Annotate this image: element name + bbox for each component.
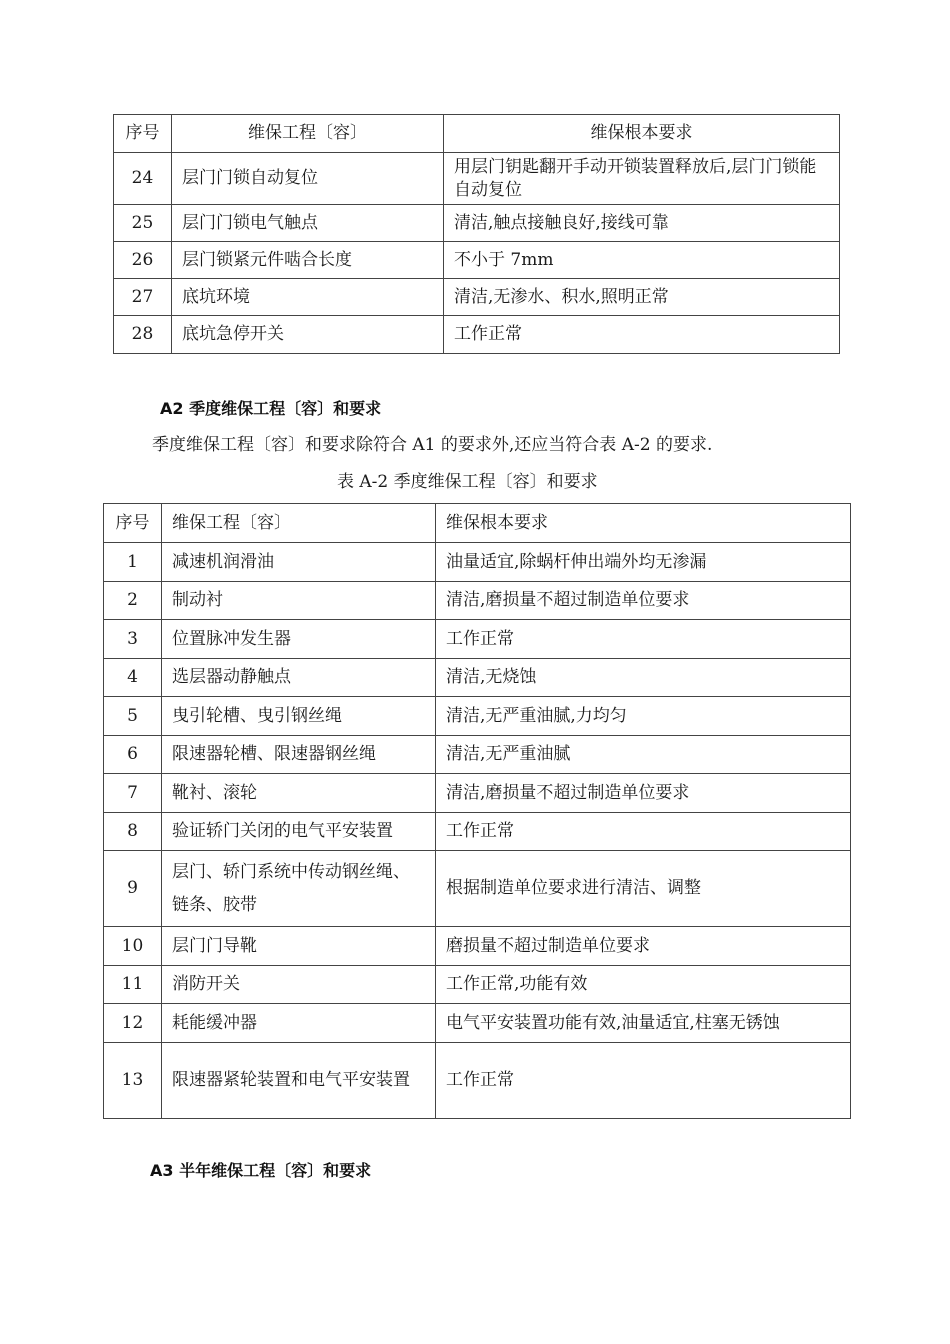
header-req: 维保根本要求 bbox=[436, 504, 851, 543]
row-no: 7 bbox=[104, 774, 162, 813]
row-item: 底坑环境 bbox=[172, 279, 444, 316]
table-header-row bbox=[114, 115, 840, 153]
row-no: 1 bbox=[104, 543, 162, 582]
table-row bbox=[104, 813, 851, 851]
row-req: 不小于 7mm bbox=[444, 242, 840, 279]
table-row bbox=[104, 736, 851, 774]
row-no: 25 bbox=[114, 205, 172, 242]
row-no: 8 bbox=[104, 813, 162, 851]
row-item: 位置脉冲发生器 bbox=[162, 620, 436, 659]
row-item: 制动衬 bbox=[162, 582, 436, 620]
row-item: 底坑急停开关 bbox=[172, 316, 444, 354]
maintenance-table-a1 bbox=[113, 114, 840, 354]
section-a2-intro: 季度维保工程〔容〕和要求除符合 A1 的要求外,还应当符合表 A-2 的要求. bbox=[152, 435, 713, 455]
row-item: 层门、轿门系统中传动钢丝绳、 链条、胶带 bbox=[162, 851, 436, 927]
row-req: 清洁,磨损量不超过制造单位要求 bbox=[436, 582, 851, 620]
row-req: 工作正常,功能有效 bbox=[436, 966, 851, 1004]
row-req: 清洁,磨损量不超过制造单位要求 bbox=[436, 774, 851, 813]
row-item: 靴衬、滚轮 bbox=[162, 774, 436, 813]
maintenance-table-a2 bbox=[103, 503, 851, 1119]
row-no: 5 bbox=[104, 697, 162, 736]
table-row bbox=[104, 966, 851, 1004]
row-req: 电气平安装置功能有效,油量适宜,柱塞无锈蚀 bbox=[436, 1004, 851, 1043]
row-no: 6 bbox=[104, 736, 162, 774]
row-no: 2 bbox=[104, 582, 162, 620]
table-row bbox=[104, 620, 851, 659]
row-req: 工作正常 bbox=[436, 620, 851, 659]
row-item: 层门锁紧元件啮合长度 bbox=[172, 242, 444, 279]
row-no: 3 bbox=[104, 620, 162, 659]
table-row bbox=[104, 774, 851, 813]
section-a3-heading: A3 半年维保工程〔容〕和要求 bbox=[150, 1161, 372, 1180]
row-item: 限速器紧轮装置和电气平安装置 bbox=[162, 1043, 436, 1119]
row-item: 消防开关 bbox=[162, 966, 436, 1004]
header-no: 序号 bbox=[114, 115, 172, 153]
table-row bbox=[104, 582, 851, 620]
row-no: 26 bbox=[114, 242, 172, 279]
table-row bbox=[114, 205, 840, 242]
table-row bbox=[104, 927, 851, 966]
row-item: 耗能缓冲器 bbox=[162, 1004, 436, 1043]
header-item: 维保工程〔容〕 bbox=[172, 115, 444, 153]
row-item: 层门门导靴 bbox=[162, 927, 436, 966]
row-no: 9 bbox=[104, 851, 162, 927]
table-row bbox=[114, 153, 840, 205]
row-no: 24 bbox=[114, 153, 172, 205]
row-req: 工作正常 bbox=[436, 813, 851, 851]
row-req: 清洁,触点接触良好,接线可靠 bbox=[444, 205, 840, 242]
row-no: 13 bbox=[104, 1043, 162, 1119]
row-req: 油量适宜,除蜗杆伸出端外均无渗漏 bbox=[436, 543, 851, 582]
row-no: 12 bbox=[104, 1004, 162, 1043]
table-row bbox=[114, 279, 840, 316]
table-row bbox=[104, 851, 851, 927]
row-item: 选层器动静触点 bbox=[162, 659, 436, 697]
table-row bbox=[104, 1043, 851, 1119]
row-req: 用层门钥匙翻开手动开锁装置释放后,层门门锁能自动复位 bbox=[444, 153, 840, 205]
row-req: 磨损量不超过制造单位要求 bbox=[436, 927, 851, 966]
row-item: 验证轿门关闭的电气平安装置 bbox=[162, 813, 436, 851]
table-header-row bbox=[104, 504, 851, 543]
table-row bbox=[114, 316, 840, 354]
row-item: 限速器轮槽、限速器钢丝绳 bbox=[162, 736, 436, 774]
table-row bbox=[104, 1004, 851, 1043]
row-item: 曳引轮槽、曳引钢丝绳 bbox=[162, 697, 436, 736]
row-no: 4 bbox=[104, 659, 162, 697]
row-no: 11 bbox=[104, 966, 162, 1004]
table-row bbox=[114, 242, 840, 279]
header-item: 维保工程〔容〕 bbox=[162, 504, 436, 543]
table-a2-caption: 表 A-2 季度维保工程〔容〕和要求 bbox=[337, 472, 598, 492]
header-no: 序号 bbox=[104, 504, 162, 543]
section-a2-heading: A2 季度维保工程〔容〕和要求 bbox=[160, 399, 382, 418]
row-no: 10 bbox=[104, 927, 162, 966]
row-req: 根据制造单位要求进行清洁、调整 bbox=[436, 851, 851, 927]
table-row bbox=[104, 659, 851, 697]
row-item: 层门门锁电气触点 bbox=[172, 205, 444, 242]
row-no: 28 bbox=[114, 316, 172, 354]
row-item: 层门门锁自动复位 bbox=[172, 153, 444, 205]
row-req: 工作正常 bbox=[444, 316, 840, 354]
row-no: 27 bbox=[114, 279, 172, 316]
row-req: 清洁,无严重油腻 bbox=[436, 736, 851, 774]
header-req: 维保根本要求 bbox=[444, 115, 840, 153]
row-req: 清洁,无严重油腻,力均匀 bbox=[436, 697, 851, 736]
row-req: 清洁,无渗水、积水,照明正常 bbox=[444, 279, 840, 316]
row-item: 减速机润滑油 bbox=[162, 543, 436, 582]
table-row bbox=[104, 543, 851, 582]
table-row bbox=[104, 697, 851, 736]
row-req: 清洁,无烧蚀 bbox=[436, 659, 851, 697]
row-req: 工作正常 bbox=[436, 1043, 851, 1119]
